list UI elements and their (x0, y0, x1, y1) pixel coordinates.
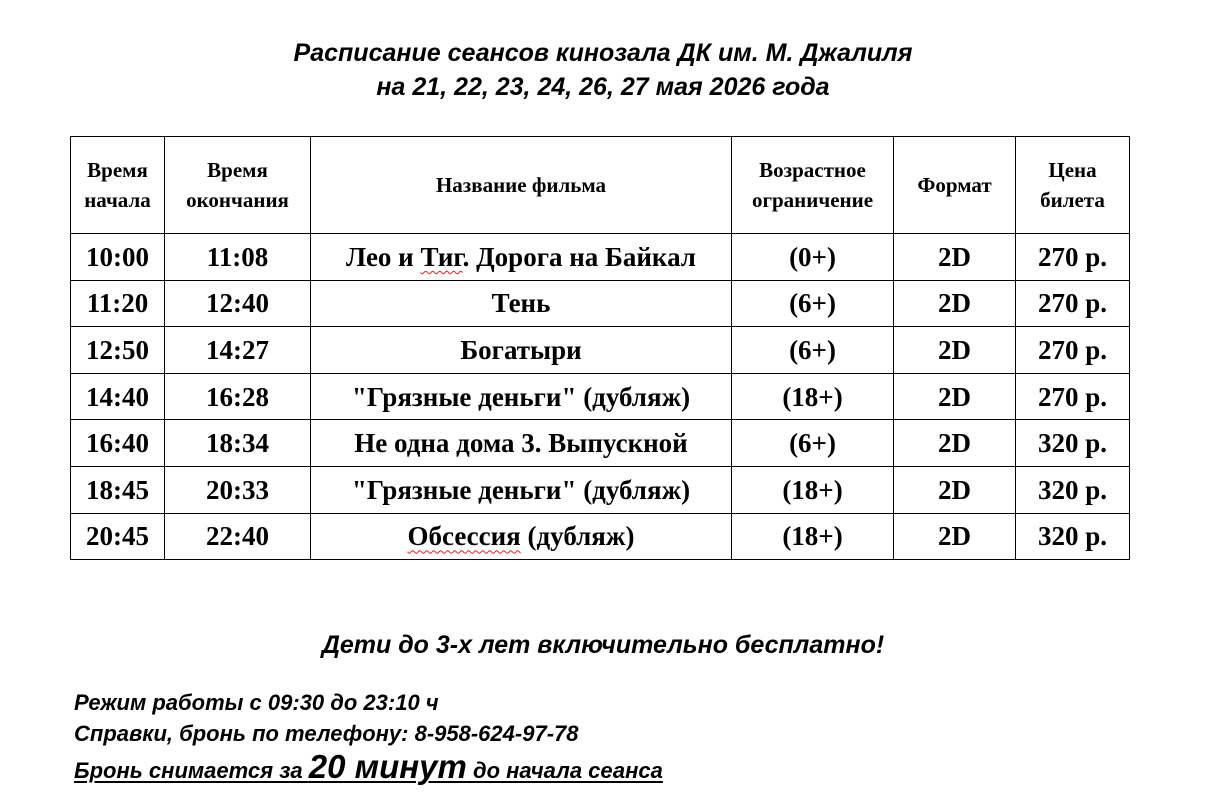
cell-film-title: Обсессия (дубляж) (311, 513, 732, 560)
cell-format: 2D (894, 327, 1016, 374)
schedule-table (70, 136, 1130, 560)
cell-age-rating: (18+) (732, 513, 894, 560)
cell-start-time: 10:00 (71, 234, 165, 281)
cell-ticket-price: 320 р. (1016, 466, 1130, 513)
phone-booking-note: Справки, бронь по телефону: 8-958-624-97-78 (74, 721, 579, 746)
table-row (71, 280, 1130, 327)
cell-format: 2D (894, 280, 1016, 327)
cell-start-time: 12:50 (71, 327, 165, 374)
cell-age-rating: (6+) (732, 420, 894, 467)
booking-cancel-note: Бронь снимается за 20 минут до начала сеанса (74, 748, 663, 785)
column-header-start-time: Время начала (71, 137, 165, 234)
cell-ticket-price: 270 р. (1016, 373, 1130, 420)
table-row (71, 466, 1130, 513)
cell-age-rating: (6+) (732, 280, 894, 327)
column-header-format: Формат (894, 137, 1016, 234)
cell-ticket-price: 270 р. (1016, 234, 1130, 281)
table-row (71, 373, 1130, 420)
cell-start-time: 16:40 (71, 420, 165, 467)
booking-minutes-emphasis: 20 минут (308, 748, 467, 785)
cell-format: 2D (894, 466, 1016, 513)
cell-end-time: 22:40 (165, 513, 311, 560)
cell-end-time: 14:27 (165, 327, 311, 374)
cell-film-title: "Грязные деньги" (дубляж) (311, 373, 732, 420)
cell-ticket-price: 270 р. (1016, 280, 1130, 327)
cell-ticket-price: 320 р. (1016, 513, 1130, 560)
column-header-ticket-price: Цена билета (1016, 137, 1130, 234)
cell-film-title: Не одна дома 3. Выпускной (311, 420, 732, 467)
table-row (71, 234, 1130, 281)
cell-end-time: 11:08 (165, 234, 311, 281)
cell-film-title: Богатыри (311, 327, 732, 374)
cell-ticket-price: 320 р. (1016, 420, 1130, 467)
free-admission-note: Дети до 3-х лет включительно бесплатно! (321, 631, 885, 659)
column-header-age-rating: Возрастное ограничение (732, 137, 894, 234)
cell-age-rating: (18+) (732, 466, 894, 513)
cell-end-time: 18:34 (165, 420, 311, 467)
cell-end-time: 20:33 (165, 466, 311, 513)
column-header-end-time: Время окончания (165, 137, 311, 234)
cell-start-time: 11:20 (71, 280, 165, 327)
table-header-row (71, 137, 1130, 234)
cell-ticket-price: 270 р. (1016, 327, 1130, 374)
page-subtitle-dates: на 21, 22, 23, 24, 26, 27 мая 2026 года (376, 73, 830, 101)
cell-start-time: 18:45 (71, 466, 165, 513)
table-row (71, 513, 1130, 560)
cell-start-time: 20:45 (71, 513, 165, 560)
column-header-film-title: Название фильма (311, 137, 732, 234)
cell-format: 2D (894, 420, 1016, 467)
cell-age-rating: (6+) (732, 327, 894, 374)
cell-format: 2D (894, 234, 1016, 281)
cell-start-time: 14:40 (71, 373, 165, 420)
cell-end-time: 16:28 (165, 373, 311, 420)
cell-age-rating: (0+) (732, 234, 894, 281)
cell-film-title: "Грязные деньги" (дубляж) (311, 466, 732, 513)
cell-format: 2D (894, 373, 1016, 420)
cell-film-title: Тень (311, 280, 732, 327)
table-row (71, 327, 1130, 374)
table-row (71, 420, 1130, 467)
working-hours-note: Режим работы с 09:30 до 23:10 ч (74, 690, 439, 715)
cell-age-rating: (18+) (732, 373, 894, 420)
cell-format: 2D (894, 513, 1016, 560)
cell-end-time: 12:40 (165, 280, 311, 327)
cell-film-title: Лео и Тиг. Дорога на Байкал (311, 234, 732, 281)
page-title: Расписание сеансов кинозала ДК им. М. Джалиля (293, 39, 913, 67)
